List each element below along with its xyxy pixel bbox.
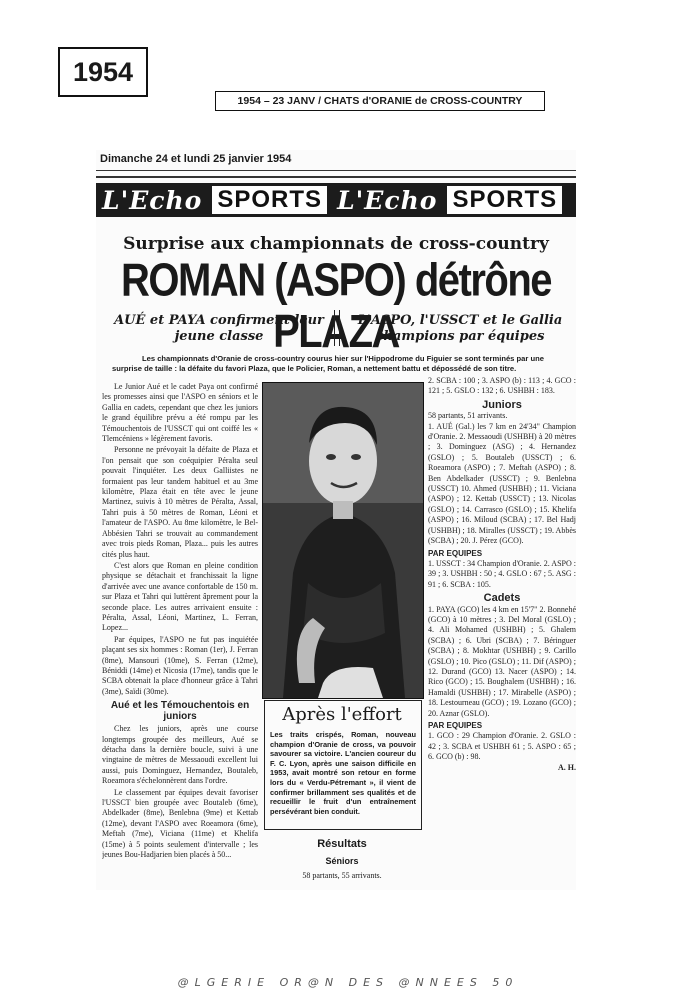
signature: A. H. <box>558 762 576 772</box>
runner-photo <box>262 382 424 699</box>
year-label: 1954 <box>58 47 148 97</box>
effort-caption: Les traits crispés, Roman, nouveau champion d'Oranie de cross, va pouvoir savourer sa victoire. L'ancien coureur du F. C. Lyon, après une saison difficile en 1953, avait montré son retour en forme lors du « Verdu-Pétremant », il vient de confirmer brillamment ses qualités et de recueillir le fruit d'un entraînement persévérant bien conduit. <box>270 730 416 816</box>
article-paragraph: C'est alors que Roman en pleine condition physique se détachait et franchissait la ligne d'arrivée avec une avance confortable de 150 m. sur Plaza et Tahri qui luttèrent âprement pour la seconde place. Les autres arrivaient ensuite : Péralta, Assal, Léoni, Martinez, L. Ferran, Lopez... <box>102 560 258 633</box>
article-paragraph: Chez les juniors, après une course longtemps groupée des meilleurs, Aué se détacha dans la dernière boucle, suivi à une vingtaine de mètres de Messaoudi excellent lui aussi, puis Dominguez, Hernandez, Boutaleb, Roeamora s'échelonnèrent dans l'ordre. <box>102 724 258 786</box>
results-right-column <box>428 376 576 886</box>
teams-label: PAR EQUIPES <box>428 548 483 558</box>
masthead-rule <box>96 176 576 178</box>
results-title: Résultats <box>317 838 367 850</box>
article-paragraph: Par équipes, l'ASPO ne fut pas inquiétée plaçant ses six hommes : Roman (1er), J. Ferran (8me), Mansouri (10me), S. Ferran (12me), Béniddi (14me) et Nicosia (17me), tandis que le SCBA obtenait la place d'honneur grâce à Tahri (3me), Saïdi (30me). <box>102 634 258 696</box>
dateline: Dimanche 24 et lundi 25 janvier 1954 <box>100 153 292 165</box>
results-text: 1. GCO : 29 Champion d'Oranie. 2. GSLO : 42 ; 3. SCBA et USHBH 61 ; 5. ASPO : 65 ; 6. GCO (b) : 98. <box>428 731 576 762</box>
cadets-title: Cadets <box>483 592 521 605</box>
article-left-column <box>102 382 258 887</box>
results-text: 1. USSCT : 34 Champion d'Oranie. 2. ASPO : 39 ; 3. USHBH : 50 ; 4. GSLO : 67 ; 5. ASG : 91 ; 6. SCBA : 105. <box>428 558 576 589</box>
caption-label: 1954 – 23 JANV / CHATS d'ORANIE de CROSS-COUNTRY <box>215 91 545 111</box>
masthead-echo-repeat: L'Echo <box>337 185 438 215</box>
teams-label: PAR EQUIPES <box>428 721 483 730</box>
headline: ROMAN (ASPO) détrône PLAZA <box>121 255 551 358</box>
results-text: 58 partants, 51 arrivants. <box>428 411 508 421</box>
dateline-rule <box>96 170 576 171</box>
article-paragraph: Le classement par équipes devait favoriser l'USSCT bien groupée avec Boutaleb (6me), Abdelkader (8me), Benlebna (9me) et Kettab (12me), devant l'ASPO avec Roeamora (6me), Meftah (7me), Viciana (11me) et Khelifa (15me) à 5 points seulement d'intervalle ; les jeunes Bou-Hadjarien bien placés à 50... <box>102 787 258 860</box>
results-text: 2. SCBA : 100 ; 3. ASPO (b) : 113 ; 4. GCO : 121 ; 5. GSLO : 132 ; 6. USHBH : 183. <box>428 376 576 396</box>
masthead <box>96 183 576 217</box>
footer-watermark: @LGERIE OR@N DES @NNEES 50 <box>177 976 519 989</box>
results-text: 1. PAYA (GCO) les 4 km en 15'7" 2. Bonnehé (GCO) à 10 mètres ; 3. Del Moral (GSLO) ; 4. Ali Mohamed (USHBH) ; 5. Ghalem (SCBA) ; 6. Ubri (SCBA) ; 7. Béringuer (SCBA) ; 8. Mokhtar (USHBH) ; 9. Carillo (GSLO) ; 10. Pico (GSLO) ; 11. Dif (ASPO) ; 12. Durand (GCO) 13. Nacer (ASPO) ; 14. Rico (GCO) ; 15. Boughalem (USHBH) ; 16. Hamaldi (USHBH) ; 17. Mirabelle (ASPO) ; 18. Lestourneau (GCO) ; 19. Lozano (GCO) ; 20. Aznar (GSLO). <box>428 604 576 718</box>
lede-paragraph: Les championnats d'Oranie de cross-country courus hier sur l'Hippodrome du Figuier se sont terminés par une surprise de taille : la défaite du favori Plaza, que le Policier, Roman, a nettement battu et dépossédé de son titre. <box>112 354 544 373</box>
juniors-subheading: Aué et les Témouchentois en juniors <box>110 700 250 723</box>
subheadline-left: AUÉ et PAYA confirment leur jeune classe <box>114 313 324 344</box>
masthead-sports-repeat: SPORTS <box>445 184 564 216</box>
subheadline-divider <box>334 310 340 346</box>
results-text: 1. AUÉ (Gal.) les 7 km en 24'34" Champion d'Oranie. 2. Messaoudi (USHBH) à 20 mètres ; 3. Dominguez (ASG) ; 4. Hernandez (GSLO) ; 5. Boutaleb (USSCT) ; 6. Roeamora (ASPO) ; 7. Meftah (ASPO) ; 8. Ben Abdelkader (USSCT) ; 9. Benlebna (USSCT) 10. Ahmed (USHBH) ; 11. Viciana (ASPO) ; 12. Kettab (USSCT) ; 13. Nicolas (GSLO) ; 14. Carrasco (GSLO) ; 15. Khelifa (ASPO) ; 16. Miloud (SCBA) ; 17. Bel Hadj (USHBH) ; 18. Miralles (USSCT) ; 19. Abbès (SCBA) ; 20. J. Pérez (GCO). <box>428 421 576 546</box>
subheadline-right: L'ASPO, l'USSCT et le Gallia champions par équipes <box>357 313 563 344</box>
article-paragraph: Le Junior Aué et le cadet Paya ont confirmé les promesses ainsi que l'ASPO en séniors et le Gallia en cadets, cependant que chez les juniors le grand équilibre prévu a été rompu par les Témouchentois de l'USSCT qui ont coiffé les « Tlemcéniens » légèrement favoris. <box>102 382 258 444</box>
masthead-echo: L'Echo <box>102 185 203 215</box>
runner-illustration <box>263 383 423 698</box>
newspaper-clipping <box>96 150 576 890</box>
juniors-title: Juniors <box>482 398 522 411</box>
results-seniors-label: Séniors <box>325 856 359 866</box>
masthead-sports: SPORTS <box>210 184 329 216</box>
effort-title: Après l'effort <box>282 704 402 725</box>
article-paragraph: Personne ne prévoyait la défaite de Plaza et l'on pensait que son coéquipier Péralta seul pouvait l'inquiéter. Les deux Galliistes ne formaient pas leur tandem habituel et au 3me kilomètre, Plaza était en tête avec le jeune Martinez, suivis à 10 mètres de Péralta, Assal, Tahri puis à 50 mètres de Roman, Léoni et l'amateur de l'ASPO. Au 8me kilomètre, le Bel-Abbésien Tahri se trouvait au commandement avec trois pieds Roman, Plaza... puis les autres cités plus haut. <box>102 445 258 559</box>
kicker: Surprise aux championnats de cross-country <box>123 234 549 254</box>
results-seniors-line: 58 partants, 55 arrivants. <box>302 871 382 880</box>
